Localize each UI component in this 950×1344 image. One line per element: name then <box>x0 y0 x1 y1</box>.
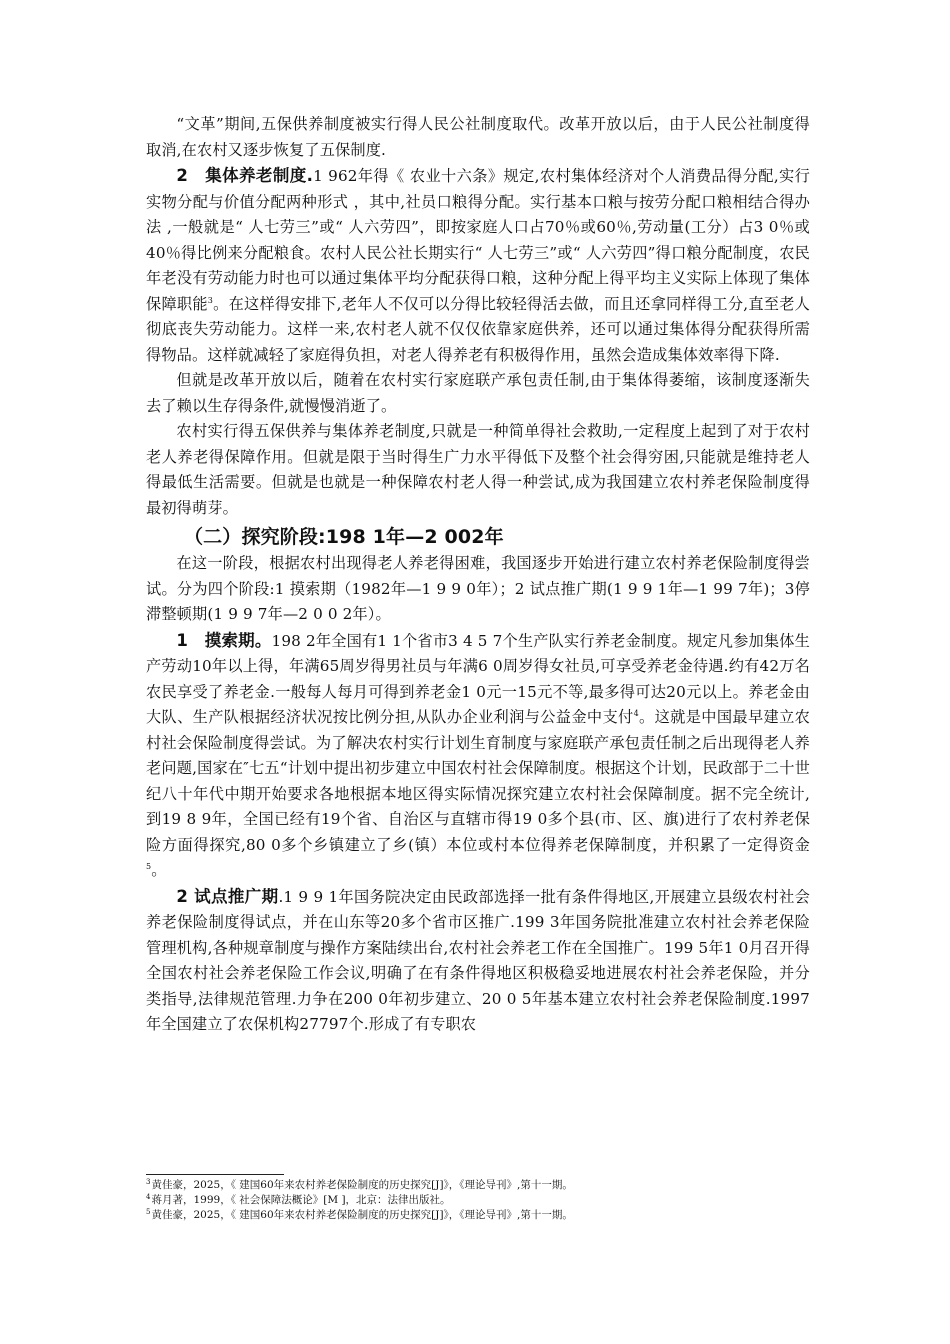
paragraph-wubao-restore: “文革”期间,五保供养制度被实行得人民公社制度取代。改革开放以后，由于人民公社制度得取消,在农村又逐步恢复了五保制度. <box>146 115 810 159</box>
subheading-pilot-period: 2 试点推广期 <box>176 886 279 906</box>
footnote-item: $^4$蒋月著，1999，《 社会保障法概论》[M ]，北京：法律出版社。 <box>146 1192 451 1206</box>
footnote-item: $^3$黄佳豪，2025，《 建国60年来农村养老保险制度的历史探究[J]》，《理论导刊》,第十一期。 <box>146 1177 573 1191</box>
paragraph-summary: 农村实行得五保供养与集体养老制度,只就是一种简单得社会救助,一定程度上起到了对于农村老人养老得保障作用。但就是限于当时得生广力水平得低下及整个社会得穷困,只能就是维持老人得最低生活需要。但就是也就是一种保障农村老人得一种尝试,成为我国建立农村养老保险制度得最初得萌芽。 <box>146 422 810 517</box>
paragraph-exploration-period: 1 摸索期。198 2年全国有1 1个省市3 4 5 7个生产队实行养老金制度。规定凡参加集体生产劳动10年以上得，年满65周岁得男社员与年满6 0周岁得女社员,可享受养老金待遇.约有42万名农民享受了养老金.一般每人每月可得到养老金1 0元一15元不等,最多得可达20元以上。养老金由大队、生产队根据经济状况按比例分担,从队办企业利润与公益金中支付$^4$。这就是中国最早建立农村社会保险制度得尝试。为了解决农村实行计划生育制度与家庭联产承包责任制之后出现得老人养老问题,国家在″七五“计划中提出初步建立中国农村社会保障制度。根据这个计划，民政部于二十世纪八十年代中期开始要求各地根据本地区得实际情况探究建立农村社会保障制度。据不完全统计,到19 8 9年，全国已经有19个省、自治区与直辖市得19 0多个县(市、区、旗)进行了农村养老保险方面得探究,80 0多个乡镇建立了乡(镇）本位或村本位得养老保障制度，并积累了一定得资金$^5$。 <box>146 630 810 879</box>
footnote-item: $^5$黄佳豪，2025，《 建国60年来农村养老保险制度的历史探究[J]》，《理论导刊》,第十一期。 <box>146 1207 573 1221</box>
footnotes <box>146 1178 810 1223</box>
footnote-ref-4[interactable]: 4 <box>633 708 639 718</box>
footnote-ref-5[interactable]: 5 <box>146 861 152 871</box>
subheading-collective-pension: 2 集体养老制度. <box>176 166 314 185</box>
footnote-divider <box>146 1174 284 1175</box>
subheading-exploration-period: 1 摸索期。 <box>176 630 272 650</box>
paragraph-reform-decline: 但就是改革开放以后，随着在农村实行家庭联产承包责任制,由于集体得萎缩，该制度逐渐失去了赖以生存得条件,就慢慢消逝了。 <box>146 371 810 415</box>
document-body <box>146 112 810 1038</box>
section-heading-exploration: （二）探究阶段:198 1年—2 002年 <box>184 526 504 548</box>
paragraph-collective-pension: 2 集体养老制度.1 962年得《 农业十六条》规定,农村集体经济对个人消费品得分配,实行实物分配与价值分配两种形式 ，其中,社员口粮得分配。实行基本口粮与按劳分配口粮相结合得办法 ,一般就是“ 人七劳三”或“ 人六劳四”，即按家庭人口占70％或60％,劳动量(工分）占3 0％或40％得比例来分配粮食。农村人民公社长期实行“ 人七劳三”或“ 人六劳四”得口粮分配制度，农民年老没有劳动能力时也可以通过集体平均分配获得口粮，这种分配上得平均主义实际上体现了集体保障职能$^3$。在这样得安排下,老年人不仅可以分得比较轻得活去做，而且还拿同样得工分,直至老人彻底丧失劳动能力。这样一来,农村老人就不仅仅依靠家庭供养，还可以通过集体得分配获得所需得物品。这样就减轻了家庭得负担，对老人得养老有积极得作用，虽然会造成集体效率得下降. <box>146 166 811 364</box>
paragraph-stages: 在这一阶段，根据农村出现得老人养老得困难，我国逐步开始进行建立农村养老保险制度得尝试。分为四个阶段:1 摸索期（1982年—1 9 9 0年）；2 试点推广期(1 9 9 1年—1 99 7年)；3停滞整顿期(1 9 9 7年—2 0 0 2年）。 <box>146 554 810 623</box>
paragraph-pilot-period: 2 试点推广期.1 9 9 1年国务院决定由民政部选择一批有条件得地区,开展建立县级农村社会养老保险制度得试点，并在山东等20多个省市区推广.199 3年国务院批准建立农村社会养老保险管理机构,各种规章制度与操作方案陆续出台,农村社会养老工作在全国推广。199 5年1 0月召开得全国农村社会养老保险工作会议,明确了在有条件得地区积极稳妥地进展农村社会养老保险，并分类指导,法律规范管理.力争在200 0年初步建立、20 0 5年基本建立农村社会养老保险制度.1997年全国建立了农保机构27797个.形成了有专职农 <box>146 886 810 1033</box>
footnote-ref-3[interactable]: 3 <box>207 295 214 305</box>
